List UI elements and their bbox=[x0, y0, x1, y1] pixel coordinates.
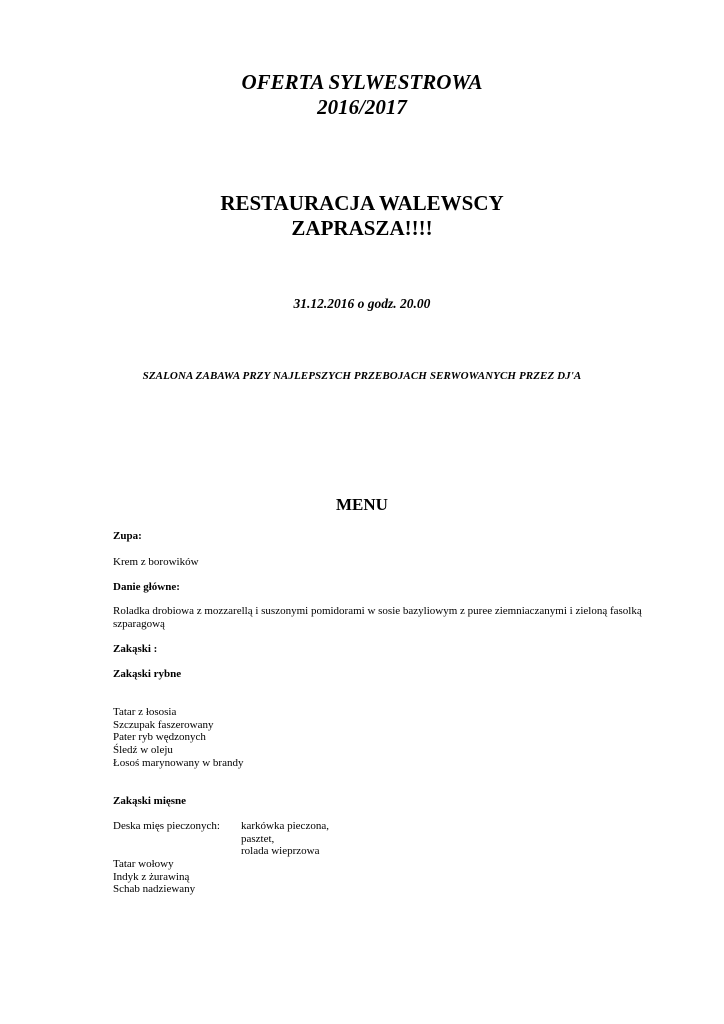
main-course-line-2: szparagową bbox=[113, 617, 165, 630]
meat-board-list bbox=[241, 820, 329, 858]
list-item: Pater ryb wędzonych bbox=[113, 731, 206, 744]
soup-item: Krem z borowików bbox=[113, 556, 199, 568]
menu-title: MENU bbox=[336, 495, 388, 514]
appetizers-heading: Zakąski : bbox=[113, 643, 158, 655]
list-item: Schab nadziewany bbox=[113, 883, 196, 896]
party-slogan: SZALONA ZABAWA PRZY NAJLEPSZYCH PRZEBOJACH SERWOWANYCH PRZEZ DJ'A bbox=[142, 370, 582, 382]
event-date-time: 31.12.2016 o godz. 20.00 bbox=[293, 296, 431, 311]
fish-appetizers-list bbox=[113, 706, 243, 770]
meat-appetizers-list bbox=[113, 858, 195, 896]
list-item: Śledź w oleju bbox=[113, 744, 173, 757]
list-item: rolada wieprzowa bbox=[241, 845, 320, 858]
restaurant-heading-line-1: RESTAURACJA WALEWSCY bbox=[220, 191, 504, 215]
main-course-heading: Danie główne: bbox=[113, 581, 180, 593]
main-course-line-1: Roladka drobiowa z mozzarellą i suszonymi pomidorami w sosie bazyliowym z puree ziemniaczanymi i zieloną fasolką bbox=[113, 605, 642, 617]
list-item: Tatar z łososia bbox=[113, 706, 177, 718]
list-item: Tatar wołowy bbox=[113, 858, 174, 870]
offer-title-line-2: 2016/2017 bbox=[317, 95, 407, 119]
soup-heading: Zupa: bbox=[113, 530, 142, 542]
offer-title-line-1: OFERTA SYLWESTROWA bbox=[241, 70, 483, 94]
list-item: Szczupak faszerowany bbox=[113, 718, 214, 731]
offer-title bbox=[0, 70, 724, 120]
list-item: Indyk z żurawiną bbox=[113, 870, 190, 883]
main-course-item bbox=[113, 605, 642, 630]
restaurant-heading-line-2: ZAPRASZA!!!! bbox=[291, 216, 433, 240]
list-item: karkówka pieczona, bbox=[241, 820, 329, 832]
list-item: Łosoś marynowany w brandy bbox=[113, 756, 244, 769]
meat-board-label: Deska mięs pieczonych: bbox=[113, 820, 220, 832]
meat-appetizers-heading: Zakąski mięsne bbox=[113, 795, 187, 807]
list-item: pasztet, bbox=[241, 832, 275, 845]
fish-appetizers-heading: Zakąski rybne bbox=[113, 668, 182, 680]
restaurant-heading bbox=[0, 191, 724, 241]
